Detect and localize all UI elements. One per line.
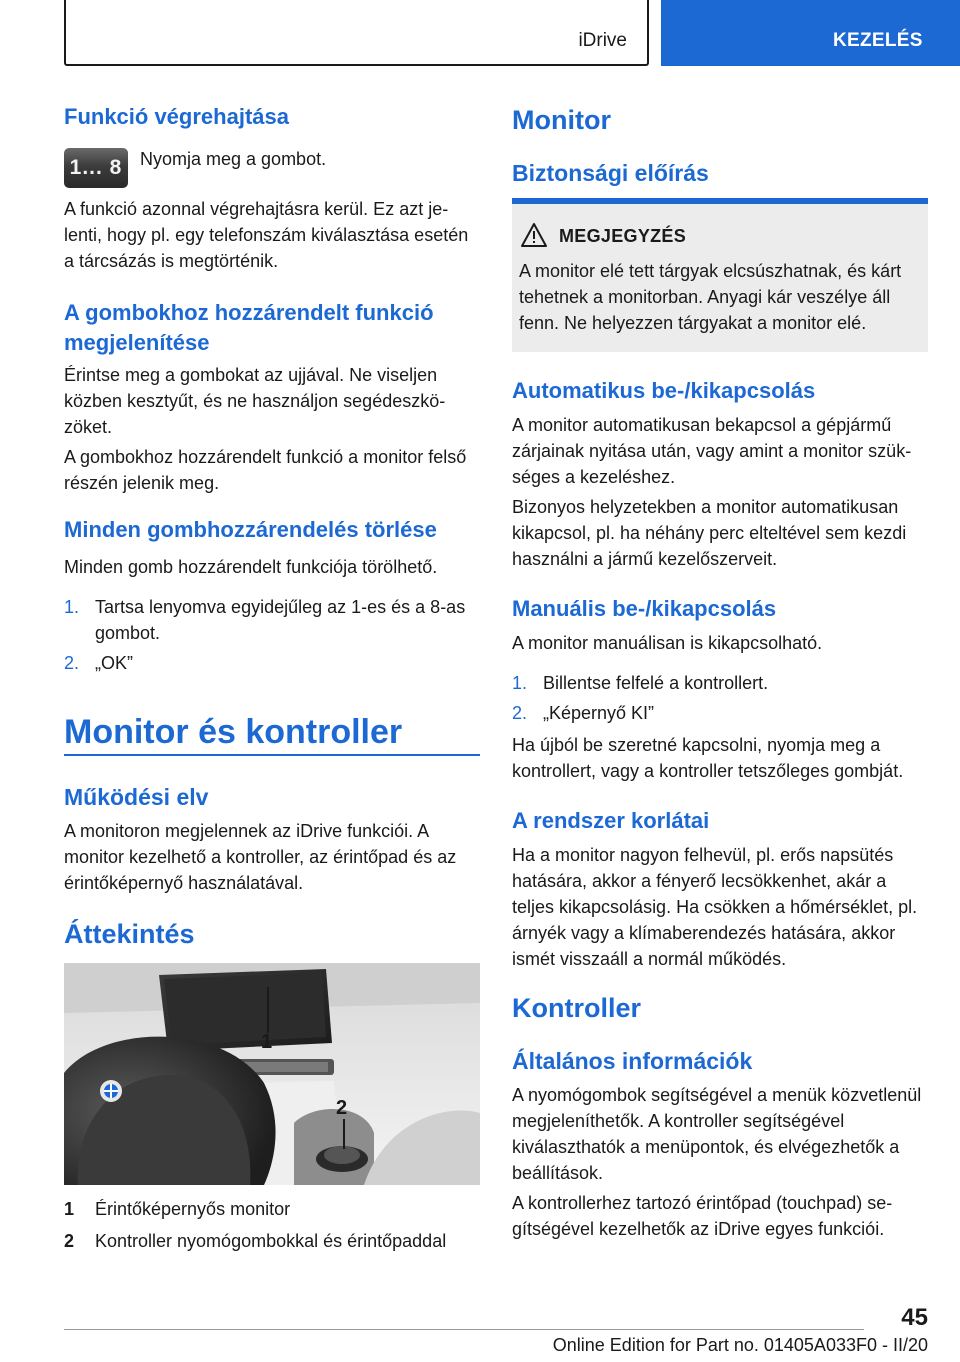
legend-number: 2 [64, 1231, 75, 1251]
heading-rendszer: A rendszer korlátai [512, 808, 710, 833]
paragraph-altalanos-2: A kontrollerhez tartozó érintőpad (touchpad) segítségével kezelhetők az iDrive egyes funkciói. [512, 1193, 893, 1239]
list-text: Billentse felfelé a kontrollert. [543, 673, 769, 693]
paragraph-auto-1: A monitor automatikusan bekapcsol a gépjármű zárjainak nyitása után, vagy amint a monitor szükséges a kezeléshez. [512, 415, 912, 487]
list-item [64, 594, 480, 646]
heading-mukodesi: Működési elv [64, 784, 209, 810]
list-text: Tartsa lenyomva egyidejűleg az 1-es és a 8-as gombot. [95, 597, 466, 643]
page-number: 45 [901, 1304, 928, 1331]
paragraph-manual: A monitor manuálisan is kikapcsolható. [512, 633, 823, 653]
warning-triangle-icon [520, 222, 548, 248]
list-number: 1. [64, 597, 80, 617]
heading-gombokhoz: A gombokhoz hozzárendelt funkció megjelenítése [64, 300, 434, 355]
keypad-keys-icon: 1... 8 [64, 148, 128, 188]
heading-auto: Automatikus be-/kikapcsolás [512, 378, 816, 403]
notice-title: MEGJEGYZÉS [559, 226, 687, 246]
press-button-text: Nyomja meg a gombot. [140, 149, 327, 169]
paragraph-rendszer: Ha a monitor nagyon felhevül, pl. erős napsütés hatására, akkor a fényerő lecsökkenhet, akár a teljes kikapcsolásig. Ha csökken a hőmérséklet, pl. árnyék vagy a klímaberendezés hatására, akkor ismét visszaáll a normál működés. [512, 845, 918, 969]
legend-item [64, 1196, 480, 1222]
heading-minden: Minden gombhozzárendelés törlése [64, 517, 437, 542]
paragraph-erintse: Érintse meg a gombokat az ujjával. Ne viseljen közben kesztyűt, és ne használjon segédeszközöket. [64, 365, 446, 437]
header-chapter-title: KEZELÉS [833, 30, 923, 51]
paragraph-ujbol: Ha újból be szeretné kapcsolni, nyomja meg a kontrollert, vagy a kontroller tetszőleges gombját. [512, 735, 904, 781]
paragraph-mukodesi: A monitoron megjelennek az iDrive funkciói. A monitor kezelhető a kontroller, az érintőpad és az érintőképernyő használatával. [64, 821, 457, 893]
list-number: 1. [512, 673, 528, 693]
list-number: 2. [512, 703, 528, 723]
legend-text: Érintőképernyős monitor [95, 1199, 291, 1219]
list-text: „OK” [95, 653, 133, 673]
heading-attekintes: Áttekintés [64, 919, 195, 949]
notice-box [512, 198, 928, 352]
header-section-box [64, 0, 649, 66]
paragraph-altalanos-1: A nyomógombok segítségével a menük közvetlenül megjeleníthetők. A kontroller segítségével kiválaszthatók a menüpontok, és elvégezhetők a beállítások. [512, 1085, 922, 1183]
legend-text: Kontroller nyomógombokkal és érintőpaddal [95, 1231, 447, 1251]
list-item [64, 650, 480, 676]
list-number: 2. [64, 653, 80, 673]
photo-label-1: 1 [261, 1031, 273, 1053]
heading-manual: Manuális be-/kikapcsolás [512, 596, 777, 621]
paragraph-funkcio: A funkció azonnal végrehajtásra kerül. Ez azt jelenti, hogy pl. egy telefonszám kiválasztása esetén a tárcsázás is megtörténik. [64, 199, 469, 271]
paragraph-gombokhoz: A gombokhoz hozzárendelt funkció a monitor felső részén jelenik meg. [64, 447, 467, 493]
cockpit-photo [64, 963, 480, 1185]
heading-altalanos: Általános információk [512, 1048, 753, 1074]
legend-item [64, 1228, 480, 1254]
header-chapter-tab [661, 0, 960, 66]
paragraph-minden: Minden gomb hozzárendelt funkciója törölhető. [64, 557, 438, 577]
heading-biztonsagi: Biztonsági előírás [512, 160, 709, 186]
heading-kontroller: Kontroller [512, 993, 642, 1023]
list-text: „Képernyő KI” [543, 703, 655, 723]
paragraph-auto-2: Bizonyos helyzetekben a monitor automatikusan kikapcsol, pl. ha néhány perc elteltével sem kezdi használni a jármű kezelőszerveit. [512, 497, 907, 569]
notice-bar [512, 198, 928, 204]
heading-monitor-kontroller: Monitor és kontroller [64, 713, 403, 751]
photo-label-2: 2 [336, 1097, 348, 1119]
footer-rule [64, 1329, 864, 1330]
notice-body: A monitor elé tett tárgyak elcsúszhatnak, és kárt tehetnek a monitorban. Anyagi kár veszélye áll fenn. Ne helyezzen tárgyakat a monitor elé. [519, 261, 902, 333]
list-item [512, 670, 928, 696]
heading-monitor: Monitor [512, 105, 611, 135]
footer-edition: Online Edition for Part no. 01405A033F0 - II/20 [552, 1335, 928, 1355]
header-section-title: iDrive [578, 30, 627, 51]
heading-funkcio: Funkció végrehajtása [64, 104, 289, 129]
legend-number: 1 [64, 1199, 75, 1219]
list-item [512, 700, 928, 726]
heading-rule [64, 754, 480, 756]
